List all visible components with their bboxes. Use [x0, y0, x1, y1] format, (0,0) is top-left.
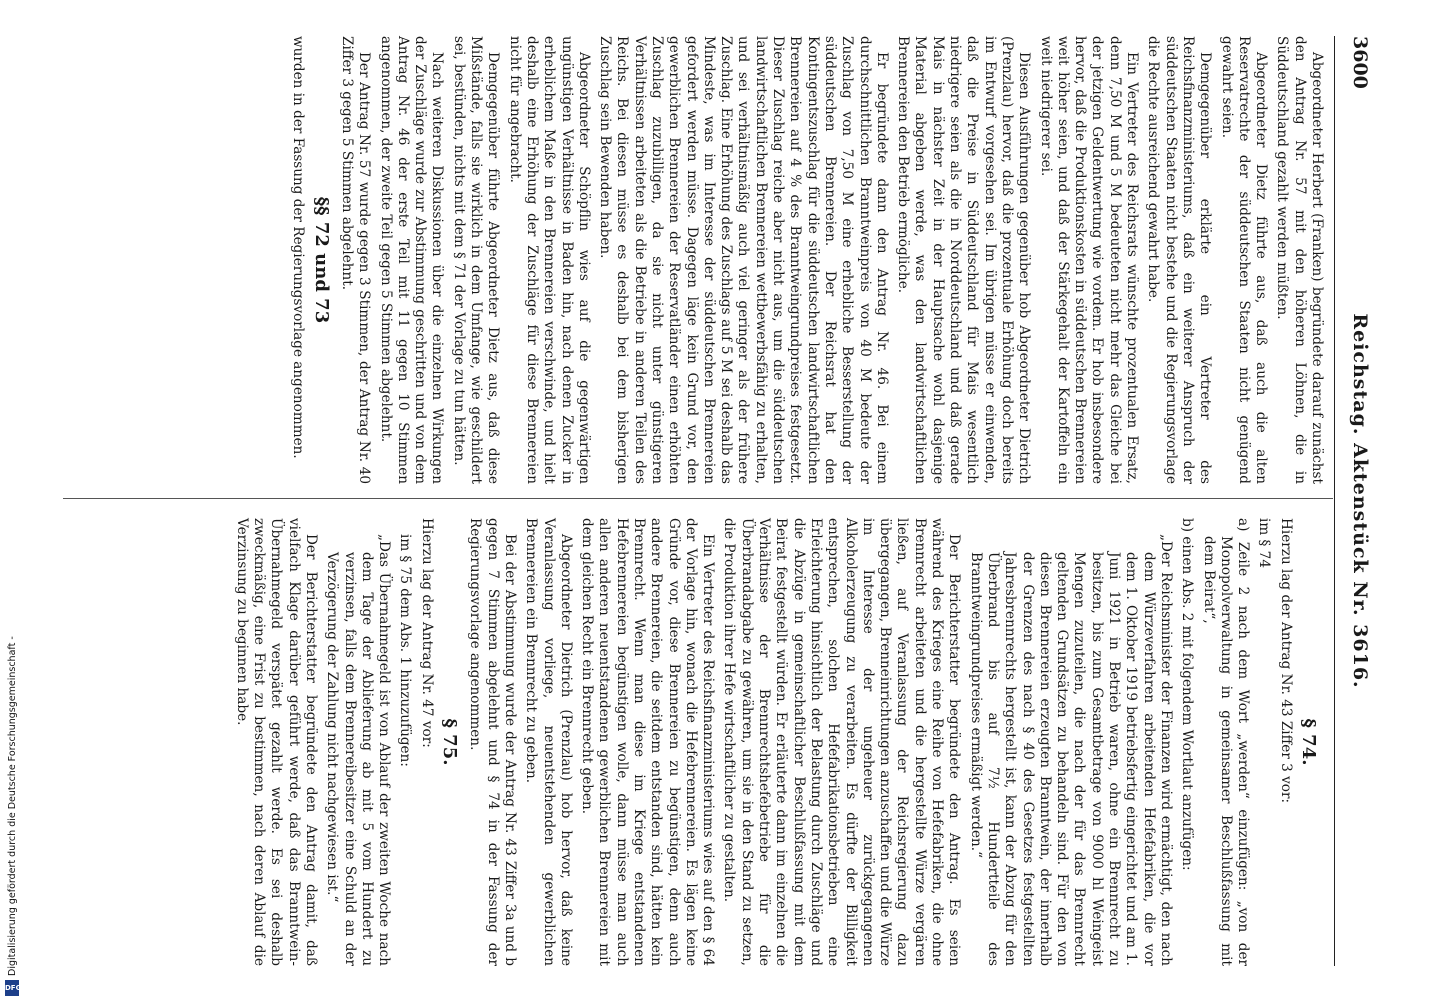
paragraph: Bei der Abstimmung wurde der Antrag Nr. 43 Ziffer 3a und b gegen 7 Stimmen abgelehnt und § 74 in der Fassung der Regierungsvorlage angenommen.	[467, 518, 518, 966]
paragraph: Der Antrag Nr. 57 wurde gegen 3 Stimmen, der Antrag Nr. 40 Ziffer 3 gegen 5 Stimmen abgelehnt.	[338, 36, 373, 484]
paragraph: „Der Reichsminister der Finanzen wird ermächtigt, den nach dem Würzeverfahren arbeitenden Hefefabriken, die vor dem 1. Oktober 1919 betriebsfertig eingerichtet und am 1. Juni 1921 in Betrieb waren, ohne ein Brennrecht zu besitzen, bis zum Gesamtbetrage von 9000 hl Weingeist Mengen zuzuteilen, die nach der für das Brennrecht geltenden Grundsätzen zu behandeln sind. Für den von diesen Brennereien erzeugten Branntwein, der innerhalb der Grenzen des nach § 40 des Gesetzes festgestellten Jahresbrennrechts hergestellt ist, kann der Abzug für den Überbrand bis auf 7½ Hundertteile des Branntweingrundpreises ermäßigt werden.“	[967, 534, 1174, 966]
paragraph: b) einen Abs. 2 mit folgendem Wortlaut anzufügen:	[1179, 518, 1196, 871]
section-heading: § 74.	[1298, 718, 1319, 766]
paragraph: Ein Vertreter des Reichsfinanzministeriums wies auf den § 64 der Vorlage hin, wonach die Hefebrennereien. Es lägen keine Gründe vor, diese Brennereien zu begünstigen, denn auch andere Brennereien, die seitdem entstanden sind, hätten kein Brennrecht. Wenn man diese im Kriege entstandenen Hefebrennereien begünstigen wolle, dann müsse man auch allen anderen neuentstandenen gewerblichen Brennereien mit dem gleichen Recht ein Brennrecht geben.	[579, 518, 717, 966]
paragraph: Hierzu lag der Antrag Nr. 43 Ziffer 3 vor:	[1277, 518, 1294, 804]
dfg-logo: DFG	[5, 980, 19, 996]
column-divider	[63, 498, 1333, 499]
paragraph: Demgegenüber führte Abgeordneter Dietz aus, daß diese Mißstände, falls sie wirklich in dem Umfange, wie geschildert sei, bestünden, nichts mit dem § 71 der Vorlage zu tun hätten.	[450, 36, 502, 484]
paragraph: wurden in der Fassung der Regierungsvorlage angenommen.	[290, 36, 307, 459]
header-divider	[1334, 36, 1335, 966]
paragraph: Ein Vertreter des Reichsrats wünschte prozentualen Ersatz, denn 7,50 M und 5 M bedeuteten nicht mehr das Gleiche bei der jetzigen Geldentwertung wie vordem. Er hob insbesondere hervor, daß die Produktionskosten in süddeutschen Brennereien weit höher seien, und daß der Stärkegehalt der Kartoffeln ein weit niedrigerer sei.	[1037, 36, 1141, 484]
page-number: 3600	[1349, 36, 1371, 89]
paragraph: Abgeordneter Dietrich (Prenzlau) hob hervor, daß keine Veranlassung vorliege, neuentstehenden gewerblichen Brennereien ein Brennrecht zu geben.	[523, 518, 574, 966]
page-header	[1335, 36, 1375, 966]
paragraph: im § 74	[1256, 518, 1273, 568]
paragraph: Nach weiteren Diskussionen über die einzelnen Wirkungen der Zuschläge wurde zur Abstimmung geschritten und von dem Antrag Nr. 46 der erste Teil mit 11 gegen 10 Stimmen angenommen, der zweite Teil gegen 5 Stimmen abgelehnt.	[377, 36, 446, 484]
paragraph: Hierzu lag der Antrag Nr. 47 vor:	[418, 518, 435, 748]
section-heading: § 75.	[439, 718, 461, 766]
paragraph: im § 75 dem Abs. 1 hinzuzufügen:	[397, 534, 414, 767]
page-title: Reichstag. Aktenstück Nr. 3616.	[1349, 313, 1371, 689]
section-heading: §§ 72 und 73	[310, 196, 332, 324]
right-column	[228, 518, 1325, 966]
paragraph: Abgeordneter Dietz führte aus, daß auch die alten Reservatrechte der süddeutschen Staaten nicht genügend gewahrt seien.	[1218, 36, 1270, 484]
paragraph: Der Berichterstatter begründete den Antrag. Es seien während des Krieges eine Reihe von Hefefabriken, die ohne Brennrecht arbeiteten und die hergestellte Würze vergären ließen, auf Veranlassung der Reichsregierung dazu übergegangen, Brenneinrichtungen anzuschaffen und die Würze im Interesse der ungeheuer zurückgegangenen Alkoholerzeugung zu verarbeiten. Es dürfte der Billigkeit entsprechen, solchen Hefefabrikationsbetrieben eine Erleichterung hinsichtlich der Belastung durch Zuschläge und die Abzüge in gemeinschaftlicher Beschlußfassung mit dem Beirat festgestellt würden. Er erläuterte dann im einzelnen die Verhältnisse der Brennrechtshefebetriebe für die Überbrandabgabe zu gewähren, um sie in den Stand zu setzen, die Produktion ihrer Hefe wirtschaftlicher zu gestalten.	[721, 518, 963, 966]
paragraph: „Das Übernahmegeld ist von Ablauf der zweiten Woche nach dem Tage der Ablieferung ab mit 5 vom Hundert zu verzinsen, falls dem Brennereibesitzer eine Schuld an der Verzögerung der Zahlung nicht nachgewiesen ist.“	[324, 534, 393, 966]
paragraph: Der Berichterstatter begründete den Antrag damit, daß vielfach Klage darüber geführt werde, daß das Branntwein-Übernahmegeld verspätet gezahlt werde. Es sei deshalb zweckmäßig, eine Frist zu bestimmen, nach deren Ablauf die Verzinsung zu beginnen habe.	[233, 518, 319, 966]
paragraph: Abgeordneter Schöpflin wies auf die gegenwärtigen ungünstigen Verhältnisse in Baden hin, nach denen Zucker in erheblichem Maße in den Brennereien verschwinde, und hielt deshalb eine Erhöhung der Zuschläge für diese Brennereien nicht für angebracht.	[506, 36, 592, 484]
digitization-credit	[4, 0, 22, 1000]
paragraph: Abgeordneter Herbert (Franken) begründete darauf zunächst den Antrag Nr. 57 mit den höheren Löhnen, die in Süddeutschland gezahlt werden müßten.	[1274, 36, 1325, 484]
paragraph: Demgegenüber erklärte ein Vertreter des Reichsfinanzministeriums, daß ein weiterer Anspruch der süddeutschen Staaten nicht bestehe und die Regierungsvorlage die Rechte ausreichend gewahrt habe.	[1145, 36, 1214, 484]
left-column	[285, 36, 1325, 484]
paragraph: Diesen Ausführungen gegenüber hob Abgeordneter Dietrich (Prenzlau) hervor, daß die prozentuale Erhöhung doch bereits im Entwurf vorgesehen sei. Im übrigen müsse er einwenden, daß die Preise in Süddeutschland für Mais wesentlich niedrigere seien als die in Norddeutschland und daß gerade Mais in nächster Zeit in der Hauptsache wohl dasjenige Material abgeben werde, was den landwirtschaftlichen Brennereien den Betrieb ermögliche.	[895, 36, 1033, 484]
paragraph: Er begründete dann den Antrag Nr. 46. Bei einem durchschnittlichen Branntweinpreis von 40 M bedeute der Zuschlag von 7,50 M eine erhebliche Besserstellung der süddeutschen Brennereien. Der Reichsrat hat den Kontingentszuschlag für die süddeutschen landwirtschaftlichen Brennereien auf 4 % des Branntweingrundpreises festgesetzt. Dieser Zuschlag reiche aber nicht aus, um die süddeutschen landwirtschaftlichen Brennereien wettbewerbsfähig zu erhalten, und sei verhältnismäßig auch viel geringer als der frühere Zuschlag. Eine Erhöhung des Zuschlags auf 5 M sei deshalb das Mindeste, was im Interesse der süddeutschen Brennereien gefordert werden müsse. Dagegen läge kein Grund vor, den gewerblichen Brennereien der Reservatländer einen erhöhten Zuschlag zuzubilligen, da sie nicht unter günstigeren Verhältnissen arbeiteten als die Betriebe in anderen Teilen des Reichs. Bei diesen müsse es deshalb bei dem bisherigen Zuschlag sein Bewenden haben.	[597, 36, 890, 484]
credit-text: Digitalisierung gefördert durch die Deutsche Forschungsgemeinschaft -	[7, 636, 18, 976]
paragraph: a) Zeile 2 nach dem Wort „werden“ einzufügen: „von der Monopolverwaltung in gemeinsamer Beschlußfassung mit dem Beirat“,	[1200, 518, 1252, 966]
